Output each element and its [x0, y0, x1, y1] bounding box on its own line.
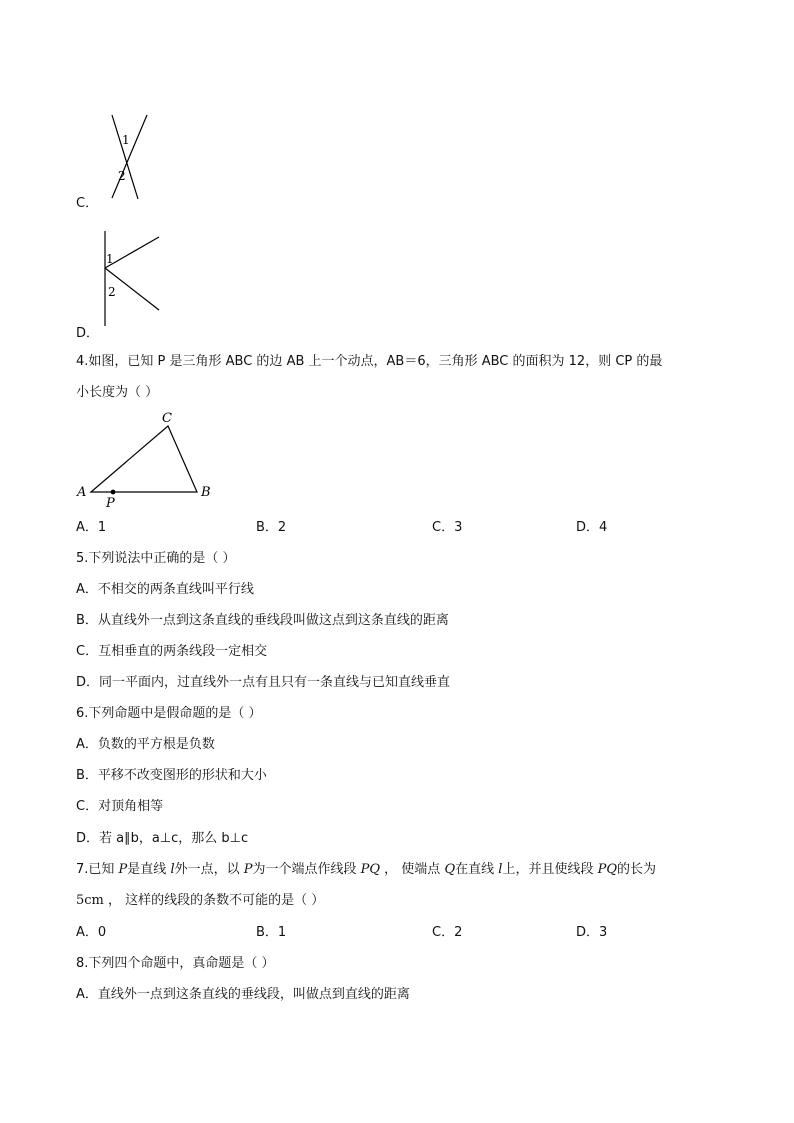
- q7-option-c[interactable]: C．2: [432, 925, 463, 940]
- option-c-figure: [100, 110, 160, 205]
- q7-option-b[interactable]: B．1: [256, 925, 287, 940]
- q4-option-d[interactable]: D．4: [576, 520, 608, 535]
- point-p-label: P: [106, 496, 115, 511]
- q4-stem-line1: 4.如图，已知 P 是三角形 ABC 的边 AB 上一个动点，AB＝6，三角形 ABC 的面积为 12，则 CP 的最: [76, 354, 663, 369]
- option-d-figure: [98, 228, 168, 328]
- q7-option-d[interactable]: D．3: [576, 925, 608, 940]
- q5-option-c[interactable]: C．互相垂直的两条线段一定相交: [76, 644, 268, 659]
- q7-var-l: l: [498, 862, 503, 877]
- q4-option-b[interactable]: B．2: [256, 520, 287, 535]
- point-p: [111, 490, 116, 495]
- angle-2-label: 2: [118, 169, 126, 183]
- q7-var-p: P: [118, 862, 128, 877]
- triangle-figure: [74, 408, 224, 513]
- q6-option-b[interactable]: B．平移不改变图形的形状和大小: [76, 768, 267, 783]
- line-1: [112, 115, 138, 199]
- q5-option-d[interactable]: D．同一平面内，过直线外一点有且只有一条直线与已知直线垂直: [76, 675, 451, 690]
- line-2: [112, 115, 147, 198]
- option-c-label: C．: [76, 196, 99, 211]
- angle-1-label: 1: [122, 133, 130, 147]
- q7-var-q: Q: [444, 862, 456, 877]
- q7-text-h: 的长为: [616, 862, 656, 877]
- q7-text-c: 外一点，以: [174, 862, 244, 877]
- q8-option-a[interactable]: A．直线外一点到这条直线的垂线段，叫做点到直线的距离: [76, 987, 410, 1002]
- vertex-c-label: C: [162, 411, 172, 426]
- q5-option-a[interactable]: A．不相交的两条直线叫平行线: [76, 582, 254, 597]
- q5-stem: 5.下列说法中正确的是（ ）: [76, 551, 236, 566]
- vertex-a-label: A: [77, 485, 87, 500]
- q6-option-c[interactable]: C．对顶角相等: [76, 799, 164, 814]
- q7-text-d: 为一个端点作线段: [252, 862, 361, 877]
- q7-text-a: 7.已知: [76, 862, 119, 877]
- q7-text-f: 在直线: [455, 862, 499, 877]
- q7-text-b: 是直线: [127, 862, 171, 877]
- q7-option-a[interactable]: A．0: [76, 925, 107, 940]
- triangle-abc: [91, 426, 197, 492]
- q7-var-pq: PQ: [597, 862, 617, 877]
- q7-text-rest: ， 这样的线段的条数不可能的是（ ）: [103, 893, 325, 908]
- q7-var-pq: PQ: [360, 862, 381, 877]
- q6-stem: 6.下列命题中是假命题的是（ ）: [76, 706, 262, 721]
- q7-text-g: 上，并且使线段: [502, 862, 598, 877]
- vertex-b-label: B: [201, 485, 211, 500]
- q6-option-d[interactable]: D．若 a∥b，a⊥c，那么 b⊥c: [76, 831, 249, 846]
- q4-stem-line2: 小长度为（ ）: [76, 385, 159, 400]
- option-d-label: D．: [76, 326, 100, 341]
- q7-stem-line1: [76, 860, 656, 880]
- angle-1-label: 1: [106, 252, 114, 266]
- angle-2-label: 2: [108, 285, 116, 299]
- q7-text-e: ， 使端点: [380, 862, 445, 877]
- q6-option-a[interactable]: A．负数的平方根是负数: [76, 737, 215, 752]
- q4-option-c[interactable]: C．3: [432, 520, 463, 535]
- q8-stem: 8.下列四个命题中，真命题是（ ）: [76, 956, 275, 971]
- q7-stem-line2: [76, 891, 324, 911]
- q5-option-b[interactable]: B．从直线外一点到这条直线的垂线段叫做这点到这条直线的距离: [76, 613, 449, 628]
- q7-var-p: P: [243, 862, 253, 877]
- q7-var-l: l: [170, 862, 175, 877]
- q4-option-a[interactable]: A．1: [76, 520, 107, 535]
- q7-length: 5cm: [76, 893, 104, 908]
